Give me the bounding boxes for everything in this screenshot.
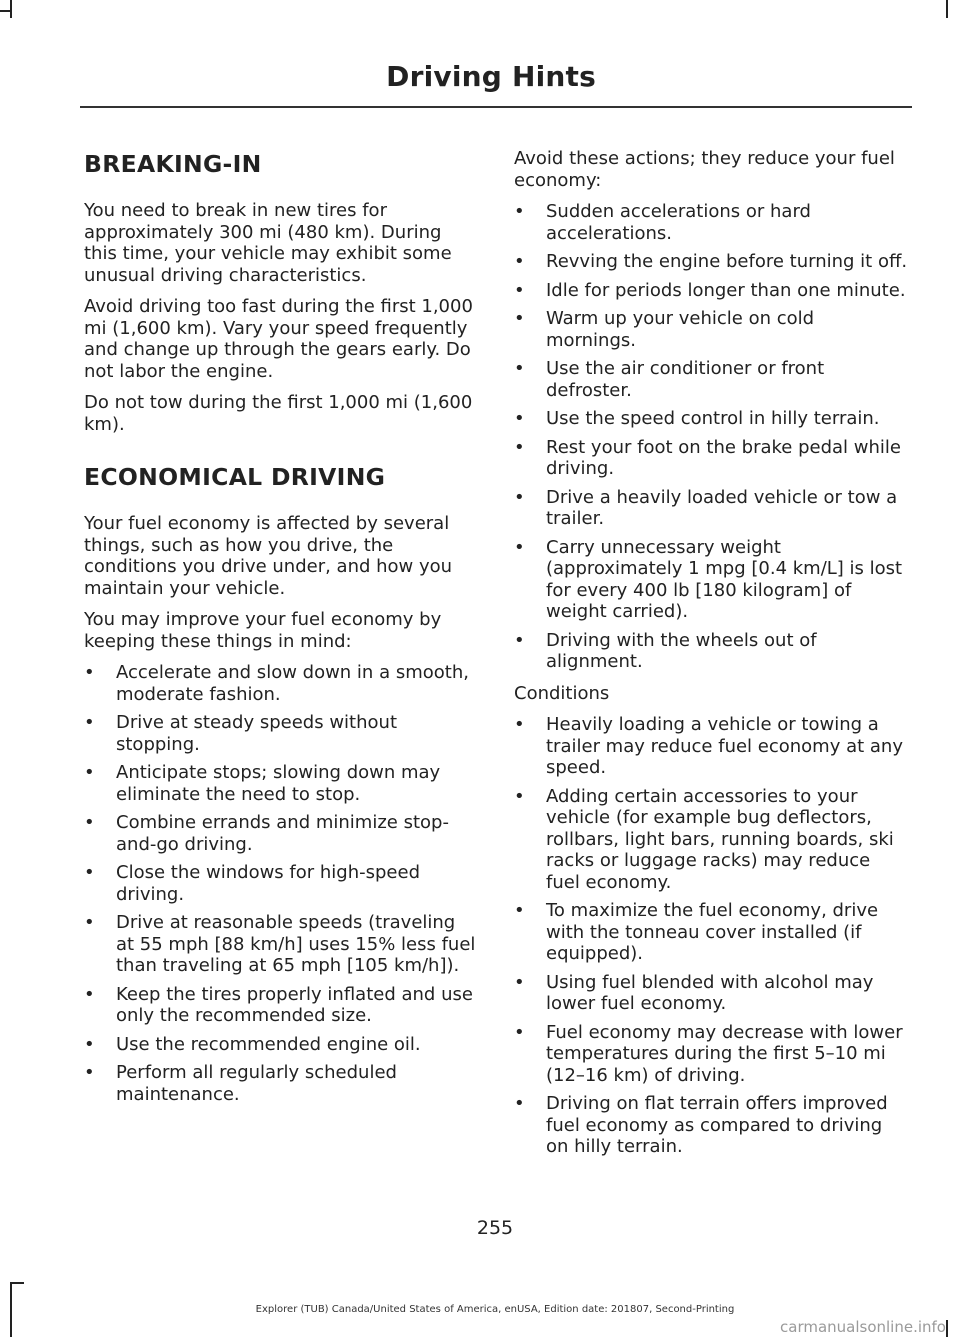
- bullet: •: [514, 308, 525, 329]
- list-item: • Using fuel blended with alcohol may lower fuel economy.: [514, 971, 874, 1014]
- list-item: • Combine errands and minimize stop-and-go driving.: [84, 812, 449, 855]
- footer-edition-info: Explorer (TUB) Canada/United States of America, enUSA, Edition date: 201807, Second-Printing: [255, 1304, 735, 1315]
- bullet: •: [84, 712, 95, 733]
- paragraph: You need to break in new tires for approximately 300 mi (480 km). During this time, your vehicle may exhibit some unusual driving characteristics.: [84, 200, 452, 286]
- crop-mark: [946, 0, 948, 18]
- bullet: •: [84, 912, 95, 933]
- bullet: •: [84, 1033, 95, 1055]
- list-item: • Fuel economy may decrease with lower temperatures during the first 5–10 mi (12–16 km) of driving.: [514, 1021, 903, 1086]
- paragraph: You may improve your fuel economy by keeping these things in mind:: [84, 609, 442, 652]
- list-item: • Revving the engine before turning it off.: [514, 251, 908, 272]
- list-item: • Anticipate stops; slowing down may eliminate the need to stop.: [84, 762, 441, 805]
- bullet: •: [84, 662, 95, 683]
- crop-mark: [0, 10, 10, 12]
- conditions-label: Conditions: [514, 682, 610, 704]
- list-item: • Accelerate and slow down in a smooth, moderate fashion.: [84, 662, 469, 705]
- right-column: [514, 148, 909, 1168]
- list-item: • Driving on flat terrain offers improved fuel economy as compared to driving on hilly terrain.: [514, 1093, 888, 1157]
- list-item: • Drive a heavily loaded vehicle or tow a trailer.: [514, 486, 898, 529]
- list-item: • Use the air conditioner or front defroster.: [514, 358, 825, 401]
- bullet: •: [514, 785, 525, 807]
- list-item: • Keep the tires properly inflated and use only the recommended size.: [84, 983, 473, 1026]
- list-item: • Carry unnecessary weight (approximately 1 mpg [0.4 km/L] is lost for every 400 lb [180 kilogram] of weight carried).: [514, 536, 903, 622]
- bullet: •: [84, 762, 95, 783]
- paragraph: Avoid these actions; they reduce your fuel economy:: [514, 148, 895, 191]
- list-item: • Sudden accelerations or hard accelerations.: [514, 201, 811, 244]
- crop-mark: [946, 1320, 948, 1337]
- list-item: • Idle for periods longer than one minute.: [514, 279, 906, 301]
- section-heading-economical-driving: ECONOMICAL DRIVING: [84, 463, 386, 491]
- crop-mark: [10, 0, 12, 18]
- bullet: •: [514, 436, 525, 458]
- bullet: •: [514, 1021, 525, 1043]
- list-item: • Adding certain accessories to your vehicle (for example bug deflectors, rollbars, light bars, running boards, ski racks or luggage racks) may reduce fuel economy.: [514, 785, 894, 893]
- left-column: [84, 145, 478, 1115]
- bullet: •: [84, 862, 95, 883]
- list-item: • Heavily loading a vehicle or towing a trailer may reduce fuel economy at any speed.: [514, 714, 903, 778]
- list-item: • Use the recommended engine oil.: [84, 1033, 421, 1055]
- bullet: •: [514, 201, 525, 222]
- bullet: •: [514, 971, 525, 993]
- paragraph: Your fuel economy is affected by several things, such as how you drive, the conditions you drive under, and how you maintain your vehicle.: [84, 513, 453, 599]
- bullet: •: [84, 983, 95, 1005]
- list-item: • Rest your foot on the brake pedal while driving.: [514, 436, 901, 479]
- bullet: •: [514, 251, 525, 272]
- conditions-list: [514, 714, 909, 1158]
- bullet: •: [514, 486, 525, 508]
- page-number: 255: [476, 1217, 514, 1239]
- bullet: •: [84, 812, 95, 833]
- list-item: • Perform all regularly scheduled maintenance.: [84, 1062, 397, 1105]
- list-item: • To maximize the fuel economy, drive with the tonneau cover installed (if equipped).: [514, 900, 879, 964]
- bullet: •: [514, 279, 525, 301]
- paragraph: Avoid driving too fast during the first 1,000 mi (1,600 km). Vary your speed frequently and change up through the gears early. Do not labor the engine.: [84, 296, 473, 382]
- bullet: •: [514, 714, 525, 735]
- tips-list: [84, 662, 478, 1105]
- list-item: • Warm up your vehicle on cold mornings.: [514, 308, 815, 351]
- bullet: •: [84, 1062, 95, 1083]
- bullet: •: [514, 408, 525, 429]
- paragraph: Do not tow during the first 1,000 mi (1,600 km).: [84, 392, 473, 435]
- bullet: •: [514, 1093, 525, 1114]
- header-divider: [80, 106, 912, 108]
- list-item: • Close the windows for high-speed driving.: [84, 862, 420, 905]
- bullet: •: [514, 900, 525, 921]
- section-heading-breaking-in: BREAKING-IN: [84, 150, 262, 178]
- list-item: • Use the speed control in hilly terrain.: [514, 408, 880, 429]
- avoid-list: [514, 201, 909, 673]
- watermark: carmanualsonline.info: [780, 1318, 946, 1336]
- page-header-title: Driving Hints: [386, 60, 596, 93]
- bullet: •: [514, 629, 525, 651]
- list-item: • Driving with the wheels out of alignment.: [514, 629, 817, 672]
- list-item: • Drive at steady speeds without stopping.: [84, 712, 398, 755]
- bullet: •: [514, 358, 525, 379]
- crop-mark: [10, 1282, 24, 1284]
- bullet: •: [514, 536, 525, 558]
- list-item: • Drive at reasonable speeds (traveling at 55 mph [88 km/h] uses 15% less fuel than traveling at 65 mph [105 km/h]).: [84, 912, 476, 976]
